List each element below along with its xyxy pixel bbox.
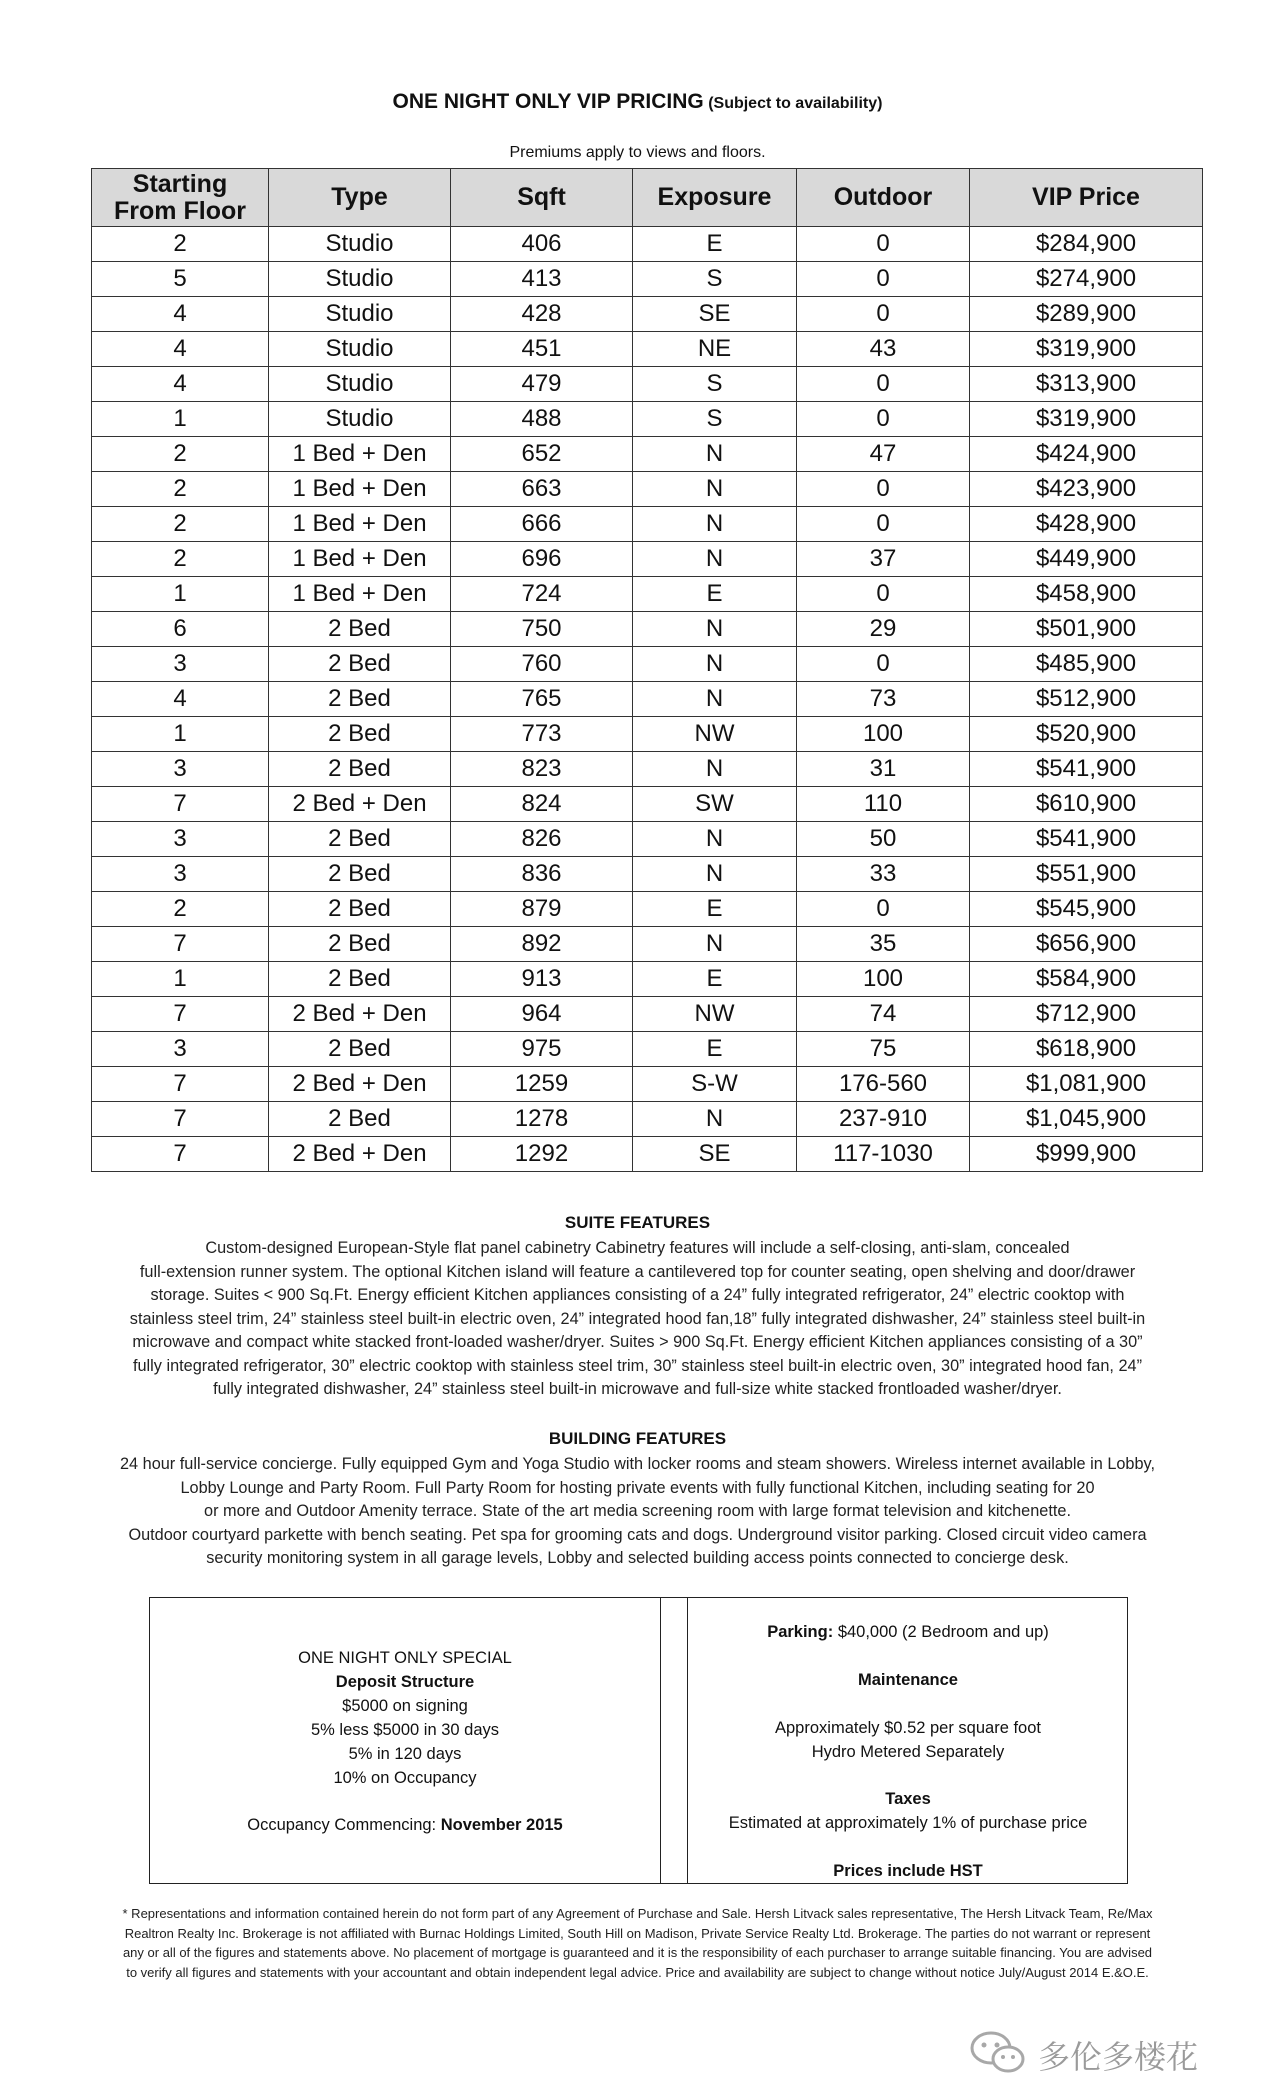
sqft-cell: 488 xyxy=(451,402,633,437)
exposure-cell: E xyxy=(633,962,797,997)
floor-cell: 3 xyxy=(92,822,269,857)
sqft-cell: 1278 xyxy=(451,1102,633,1137)
outdoor-cell: 0 xyxy=(797,507,970,542)
floor-cell: 1 xyxy=(92,577,269,612)
wechat-icon xyxy=(968,2028,1028,2076)
sqft-cell: 892 xyxy=(451,927,633,962)
floor-cell: 4 xyxy=(92,332,269,367)
price-cell: $541,900 xyxy=(970,822,1203,857)
type-cell: Studio xyxy=(269,227,451,262)
exposure-cell: N xyxy=(633,752,797,787)
building-features-line: security monitoring system in all garage levels, Lobby and selected building access points connected to concierge desk. xyxy=(206,1549,1069,1567)
floor-cell: 7 xyxy=(92,787,269,822)
sqft-cell: 765 xyxy=(451,682,633,717)
outdoor-cell: 31 xyxy=(797,752,970,787)
floor-cell: 2 xyxy=(92,507,269,542)
floor-cell: 2 xyxy=(92,227,269,262)
sqft-cell: 724 xyxy=(451,577,633,612)
suite-features-heading: SUITE FEATURES xyxy=(564,1213,711,1232)
type-cell: 1 Bed + Den xyxy=(269,472,451,507)
deposit-item: $5000 on signing xyxy=(342,1697,468,1715)
type-cell: 1 Bed + Den xyxy=(269,507,451,542)
table-row xyxy=(92,542,1203,577)
type-cell: 2 Bed + Den xyxy=(269,1137,451,1172)
sqft-cell: 406 xyxy=(451,227,633,262)
price-cell: $423,900 xyxy=(970,472,1203,507)
outdoor-cell: 47 xyxy=(797,437,970,472)
table-row xyxy=(92,822,1203,857)
col-header-floor-line2: From Floor xyxy=(114,196,246,225)
outdoor-cell: 29 xyxy=(797,612,970,647)
taxes-title: Taxes xyxy=(885,1790,931,1808)
sqft-cell: 652 xyxy=(451,437,633,472)
sqft-cell: 413 xyxy=(451,262,633,297)
exposure-cell: SE xyxy=(633,1137,797,1172)
type-cell: 2 Bed xyxy=(269,717,451,752)
legal-disclaimer xyxy=(90,1904,1185,1982)
floor-cell: 2 xyxy=(92,892,269,927)
price-cell: $449,900 xyxy=(970,542,1203,577)
table-row xyxy=(92,577,1203,612)
outdoor-cell: 75 xyxy=(797,1032,970,1067)
exposure-cell: N xyxy=(633,682,797,717)
floor-cell: 3 xyxy=(92,857,269,892)
table-row xyxy=(92,682,1203,717)
box-divider xyxy=(660,1598,661,1883)
price-cell: $485,900 xyxy=(970,647,1203,682)
outdoor-cell: 0 xyxy=(797,297,970,332)
sqft-cell: 823 xyxy=(451,752,633,787)
table-row xyxy=(92,402,1203,437)
price-cell: $501,900 xyxy=(970,612,1203,647)
price-cell: $319,900 xyxy=(970,402,1203,437)
table-row xyxy=(92,227,1203,262)
special-title: ONE NIGHT ONLY SPECIAL xyxy=(298,1649,512,1667)
type-cell: 2 Bed xyxy=(269,892,451,927)
sqft-cell: 666 xyxy=(451,507,633,542)
hydro-line: Hydro Metered Separately xyxy=(811,1743,1005,1761)
col-header-outdoor: Outdoor xyxy=(797,169,970,227)
col-header-sqft: Sqft xyxy=(451,169,633,227)
outdoor-cell: 0 xyxy=(797,892,970,927)
exposure-cell: NE xyxy=(633,332,797,367)
type-cell: 2 Bed + Den xyxy=(269,787,451,822)
sqft-cell: 826 xyxy=(451,822,633,857)
price-cell: $551,900 xyxy=(970,857,1203,892)
building-features-line: Outdoor courtyard parkette with bench seating. Pet spa for grooming cats and dogs. Underground visitor parking. Closed circuit video camera xyxy=(128,1525,1147,1544)
table-row xyxy=(92,612,1203,647)
type-cell: Studio xyxy=(269,262,451,297)
maintenance-title: Maintenance xyxy=(858,1671,958,1689)
exposure-cell: E xyxy=(633,892,797,927)
table-row xyxy=(92,857,1203,892)
type-cell: 2 Bed xyxy=(269,857,451,892)
deposit-structure-title: Deposit Structure xyxy=(335,1673,475,1691)
type-cell: 1 Bed + Den xyxy=(269,542,451,577)
outdoor-cell: 110 xyxy=(797,787,970,822)
exposure-cell: N xyxy=(633,822,797,857)
floor-cell: 3 xyxy=(92,1032,269,1067)
disclaimer-line: any or all of the figures and statements above. No placement of mortgage is guaranteed and it is the responsibility of each purchaser to arrange suitable financing. You are advised xyxy=(122,1945,1153,1960)
outdoor-cell: 73 xyxy=(797,682,970,717)
exposure-cell: N xyxy=(633,647,797,682)
exposure-cell: E xyxy=(633,1032,797,1067)
table-row xyxy=(92,647,1203,682)
outdoor-cell: 100 xyxy=(797,962,970,997)
sqft-cell: 1259 xyxy=(451,1067,633,1102)
exposure-cell: N xyxy=(633,1102,797,1137)
type-cell: 2 Bed xyxy=(269,752,451,787)
table-row xyxy=(92,262,1203,297)
outdoor-cell: 0 xyxy=(797,402,970,437)
price-cell: $545,900 xyxy=(970,892,1203,927)
floor-cell: 3 xyxy=(92,752,269,787)
type-cell: 2 Bed xyxy=(269,1032,451,1067)
price-cell: $712,900 xyxy=(970,997,1203,1032)
parking-value: $40,000 (2 Bedroom and up) xyxy=(837,1623,1049,1641)
table-row xyxy=(92,1032,1203,1067)
price-cell: $1,081,900 xyxy=(970,1067,1203,1102)
sqft-cell: 964 xyxy=(451,997,633,1032)
outdoor-cell: 117-1030 xyxy=(797,1137,970,1172)
page-title xyxy=(0,90,1275,114)
sqft-cell: 760 xyxy=(451,647,633,682)
floor-cell: 2 xyxy=(92,472,269,507)
taxes-line: Estimated at approximately 1% of purchase price xyxy=(728,1814,1088,1832)
outdoor-cell: 0 xyxy=(797,262,970,297)
outdoor-cell: 33 xyxy=(797,857,970,892)
deposit-item: 10% on Occupancy xyxy=(333,1769,477,1787)
col-header-price: VIP Price xyxy=(970,169,1203,227)
floor-cell: 7 xyxy=(92,997,269,1032)
suite-features-text xyxy=(60,1237,1215,1402)
title-main: ONE NIGHT ONLY VIP PRICING xyxy=(392,90,704,113)
exposure-cell: E xyxy=(633,577,797,612)
exposure-cell: N xyxy=(633,437,797,472)
type-cell: 2 Bed xyxy=(269,1102,451,1137)
type-cell: 2 Bed xyxy=(269,822,451,857)
type-cell: 2 Bed xyxy=(269,927,451,962)
type-cell: Studio xyxy=(269,367,451,402)
sqft-cell: 913 xyxy=(451,962,633,997)
sqft-cell: 1292 xyxy=(451,1137,633,1172)
suite-features-line: storage. Suites < 900 Sq.Ft. Energy efficient Kitchen appliances consisting of a 24” fully integrated refrigerator, 24” electric cooktop with xyxy=(150,1286,1125,1304)
outdoor-cell: 237-910 xyxy=(797,1102,970,1137)
floor-cell: 4 xyxy=(92,367,269,402)
type-cell: 2 Bed xyxy=(269,647,451,682)
table-row xyxy=(92,507,1203,542)
deposit-item: 5% less $5000 in 30 days xyxy=(310,1721,500,1739)
suite-features-line: microwave and compact white stacked front-loaded washer/dryer. Suites > 900 Sq.Ft. Energy efficient Kitchen appliances consisting of a 30” xyxy=(132,1333,1143,1351)
deposit-info-box xyxy=(149,1597,1128,1884)
exposure-cell: S xyxy=(633,402,797,437)
disclaimer-line: * Representations and information contained herein do not form part of any Agreement of Purchase and Sale. Hersh Litvack sales representative, The Hersh Litvack Team, Re/Max xyxy=(122,1906,1153,1921)
table-row xyxy=(92,717,1203,752)
suite-features-line: fully integrated dishwasher, 24” stainless steel built-in microwave and full-size white stacked frontloaded washer/dryer. xyxy=(213,1380,1062,1398)
parking-line xyxy=(687,1620,1129,1644)
table-row xyxy=(92,962,1203,997)
col-header-floor xyxy=(92,169,269,227)
price-cell: $428,900 xyxy=(970,507,1203,542)
price-cell: $274,900 xyxy=(970,262,1203,297)
exposure-cell: NW xyxy=(633,717,797,752)
watermark xyxy=(968,2024,1258,2084)
sqft-cell: 428 xyxy=(451,297,633,332)
sqft-cell: 663 xyxy=(451,472,633,507)
floor-cell: 1 xyxy=(92,402,269,437)
sqft-cell: 824 xyxy=(451,787,633,822)
deposit-item: 5% in 120 days xyxy=(348,1745,462,1763)
floor-cell: 7 xyxy=(92,1102,269,1137)
table-row xyxy=(92,787,1203,822)
exposure-cell: N xyxy=(633,612,797,647)
price-cell: $289,900 xyxy=(970,297,1203,332)
table-row xyxy=(92,1137,1203,1172)
disclaimer-line: Realtron Realty Inc. Brokerage is not affiliated with Burnac Holdings Limited, South Hill on Madison, Private Service Realty Ltd. Brokerage. The parties do not warrant or represent xyxy=(124,1925,1151,1941)
exposure-cell: N xyxy=(633,927,797,962)
outdoor-cell: 50 xyxy=(797,822,970,857)
type-cell: Studio xyxy=(269,297,451,332)
price-cell: $618,900 xyxy=(970,1032,1203,1067)
outdoor-cell: 43 xyxy=(797,332,970,367)
parking-label: Parking: xyxy=(767,1623,834,1641)
floor-cell: 1 xyxy=(92,717,269,752)
exposure-cell: SW xyxy=(633,787,797,822)
type-cell: Studio xyxy=(269,332,451,367)
exposure-cell: S xyxy=(633,367,797,402)
floor-cell: 2 xyxy=(92,437,269,472)
outdoor-cell: 100 xyxy=(797,717,970,752)
outdoor-cell: 0 xyxy=(797,367,970,402)
fees-info-panel xyxy=(687,1620,1129,1883)
outdoor-cell: 0 xyxy=(797,227,970,262)
pricing-table xyxy=(91,168,1203,1172)
outdoor-cell: 74 xyxy=(797,997,970,1032)
table-row xyxy=(92,1102,1203,1137)
exposure-cell: N xyxy=(633,472,797,507)
floor-cell: 3 xyxy=(92,647,269,682)
floor-cell: 4 xyxy=(92,682,269,717)
table-row xyxy=(92,332,1203,367)
floor-cell: 7 xyxy=(92,1137,269,1172)
building-features-text xyxy=(40,1453,1235,1571)
col-header-type: Type xyxy=(269,169,451,227)
table-row xyxy=(92,752,1203,787)
price-cell: $424,900 xyxy=(970,437,1203,472)
exposure-cell: E xyxy=(633,227,797,262)
outdoor-cell: 35 xyxy=(797,927,970,962)
maintenance-line: Approximately $0.52 per square foot xyxy=(775,1719,1041,1737)
exposure-cell: S xyxy=(633,262,797,297)
price-cell: $610,900 xyxy=(970,787,1203,822)
table-row xyxy=(92,367,1203,402)
floor-cell: 4 xyxy=(92,297,269,332)
table-row xyxy=(92,472,1203,507)
price-cell: $656,900 xyxy=(970,927,1203,962)
disclaimer-line: to verify all figures and statements with your accountant and obtain independent legal advice. Price and availability are subject to change without notice July/August 2014 E.&O.E. xyxy=(126,1964,1149,1980)
building-features-line: 24 hour full-service concierge. Fully equipped Gym and Yoga Studio with locker rooms and steam showers. Wireless internet available in Lobby, xyxy=(120,1455,1155,1473)
type-cell: 2 Bed + Den xyxy=(269,997,451,1032)
sqft-cell: 879 xyxy=(451,892,633,927)
type-cell: 1 Bed + Den xyxy=(269,577,451,612)
deposit-structure-panel xyxy=(150,1646,660,1837)
title-subtitle: (Subject to availability) xyxy=(708,95,883,112)
exposure-cell: NW xyxy=(633,997,797,1032)
sqft-cell: 479 xyxy=(451,367,633,402)
type-cell: 2 Bed xyxy=(269,612,451,647)
sqft-cell: 773 xyxy=(451,717,633,752)
type-cell: 2 Bed + Den xyxy=(269,1067,451,1102)
sqft-cell: 696 xyxy=(451,542,633,577)
price-cell: $458,900 xyxy=(970,577,1203,612)
type-cell: 2 Bed xyxy=(269,682,451,717)
exposure-cell: SE xyxy=(633,297,797,332)
price-cell: $512,900 xyxy=(970,682,1203,717)
sqft-cell: 451 xyxy=(451,332,633,367)
floor-cell: 6 xyxy=(92,612,269,647)
watermark-text: 多伦多楼花 xyxy=(1038,2039,1199,2075)
outdoor-cell: 0 xyxy=(797,647,970,682)
type-cell: 1 Bed + Den xyxy=(269,437,451,472)
sqft-cell: 750 xyxy=(451,612,633,647)
outdoor-cell: 37 xyxy=(797,542,970,577)
table-row xyxy=(92,437,1203,472)
price-cell: $520,900 xyxy=(970,717,1203,752)
floor-cell: 2 xyxy=(92,542,269,577)
sqft-cell: 836 xyxy=(451,857,633,892)
floor-cell: 7 xyxy=(92,927,269,962)
col-header-floor-line1: Starting xyxy=(132,169,228,198)
outdoor-cell: 176-560 xyxy=(797,1067,970,1102)
price-cell: $999,900 xyxy=(970,1137,1203,1172)
floor-cell: 7 xyxy=(92,1067,269,1102)
type-cell: Studio xyxy=(269,402,451,437)
outdoor-cell: 0 xyxy=(797,577,970,612)
table-row xyxy=(92,927,1203,962)
price-cell: $1,045,900 xyxy=(970,1102,1203,1137)
occupancy-date: November 2015 xyxy=(440,1816,563,1834)
price-cell: $313,900 xyxy=(970,367,1203,402)
col-header-exposure: Exposure xyxy=(633,169,797,227)
building-features-heading: BUILDING FEATURES xyxy=(548,1429,727,1448)
suite-features-line: full-extension runner system. The optional Kitchen island will feature a cantilevered top for counter seating, open shelving and door/drawer xyxy=(139,1262,1136,1281)
exposure-cell: N xyxy=(633,507,797,542)
hst-note: Prices include HST xyxy=(833,1862,983,1880)
exposure-cell: N xyxy=(633,542,797,577)
price-cell: $584,900 xyxy=(970,962,1203,997)
pricing-table-body xyxy=(92,227,1203,1172)
sqft-cell: 975 xyxy=(451,1032,633,1067)
table-row xyxy=(92,892,1203,927)
occupancy-line xyxy=(150,1813,660,1837)
table-row xyxy=(92,997,1203,1032)
exposure-cell: N xyxy=(633,857,797,892)
premium-note: Premiums apply to views and floors. xyxy=(509,144,766,161)
suite-features-line: stainless steel trim, 24” stainless steel built-in electric oven, 24” integrated hood fan,18” fully integrated dishwasher, 24” stainless steel built-in xyxy=(129,1309,1146,1328)
building-features-line: or more and Outdoor Amenity terrace. State of the art media screening room with large format television and kitchenette. xyxy=(204,1502,1071,1520)
floor-cell: 1 xyxy=(92,962,269,997)
table-header-row xyxy=(92,169,1203,227)
type-cell: 2 Bed xyxy=(269,962,451,997)
suite-features-line: fully integrated refrigerator, 30” electric cooktop with stainless steel trim, 30” stainless steel built-in electric oven, 30” integrated hood fan, 24” xyxy=(132,1356,1143,1375)
table-row xyxy=(92,1067,1203,1102)
price-cell: $284,900 xyxy=(970,227,1203,262)
exposure-cell: S-W xyxy=(633,1067,797,1102)
price-cell: $541,900 xyxy=(970,752,1203,787)
outdoor-cell: 0 xyxy=(797,472,970,507)
table-row xyxy=(92,297,1203,332)
price-cell: $319,900 xyxy=(970,332,1203,367)
occupancy-label: Occupancy Commencing: xyxy=(247,1816,437,1834)
floor-cell: 5 xyxy=(92,262,269,297)
suite-features-line: Custom-designed European-Style flat panel cabinetry Cabinetry features will include a self-closing, anti-slam, concealed xyxy=(205,1239,1070,1257)
building-features-line: Lobby Lounge and Party Room. Full Party Room for hosting private events with fully functional Kitchen, including seating for 20 xyxy=(180,1478,1095,1497)
